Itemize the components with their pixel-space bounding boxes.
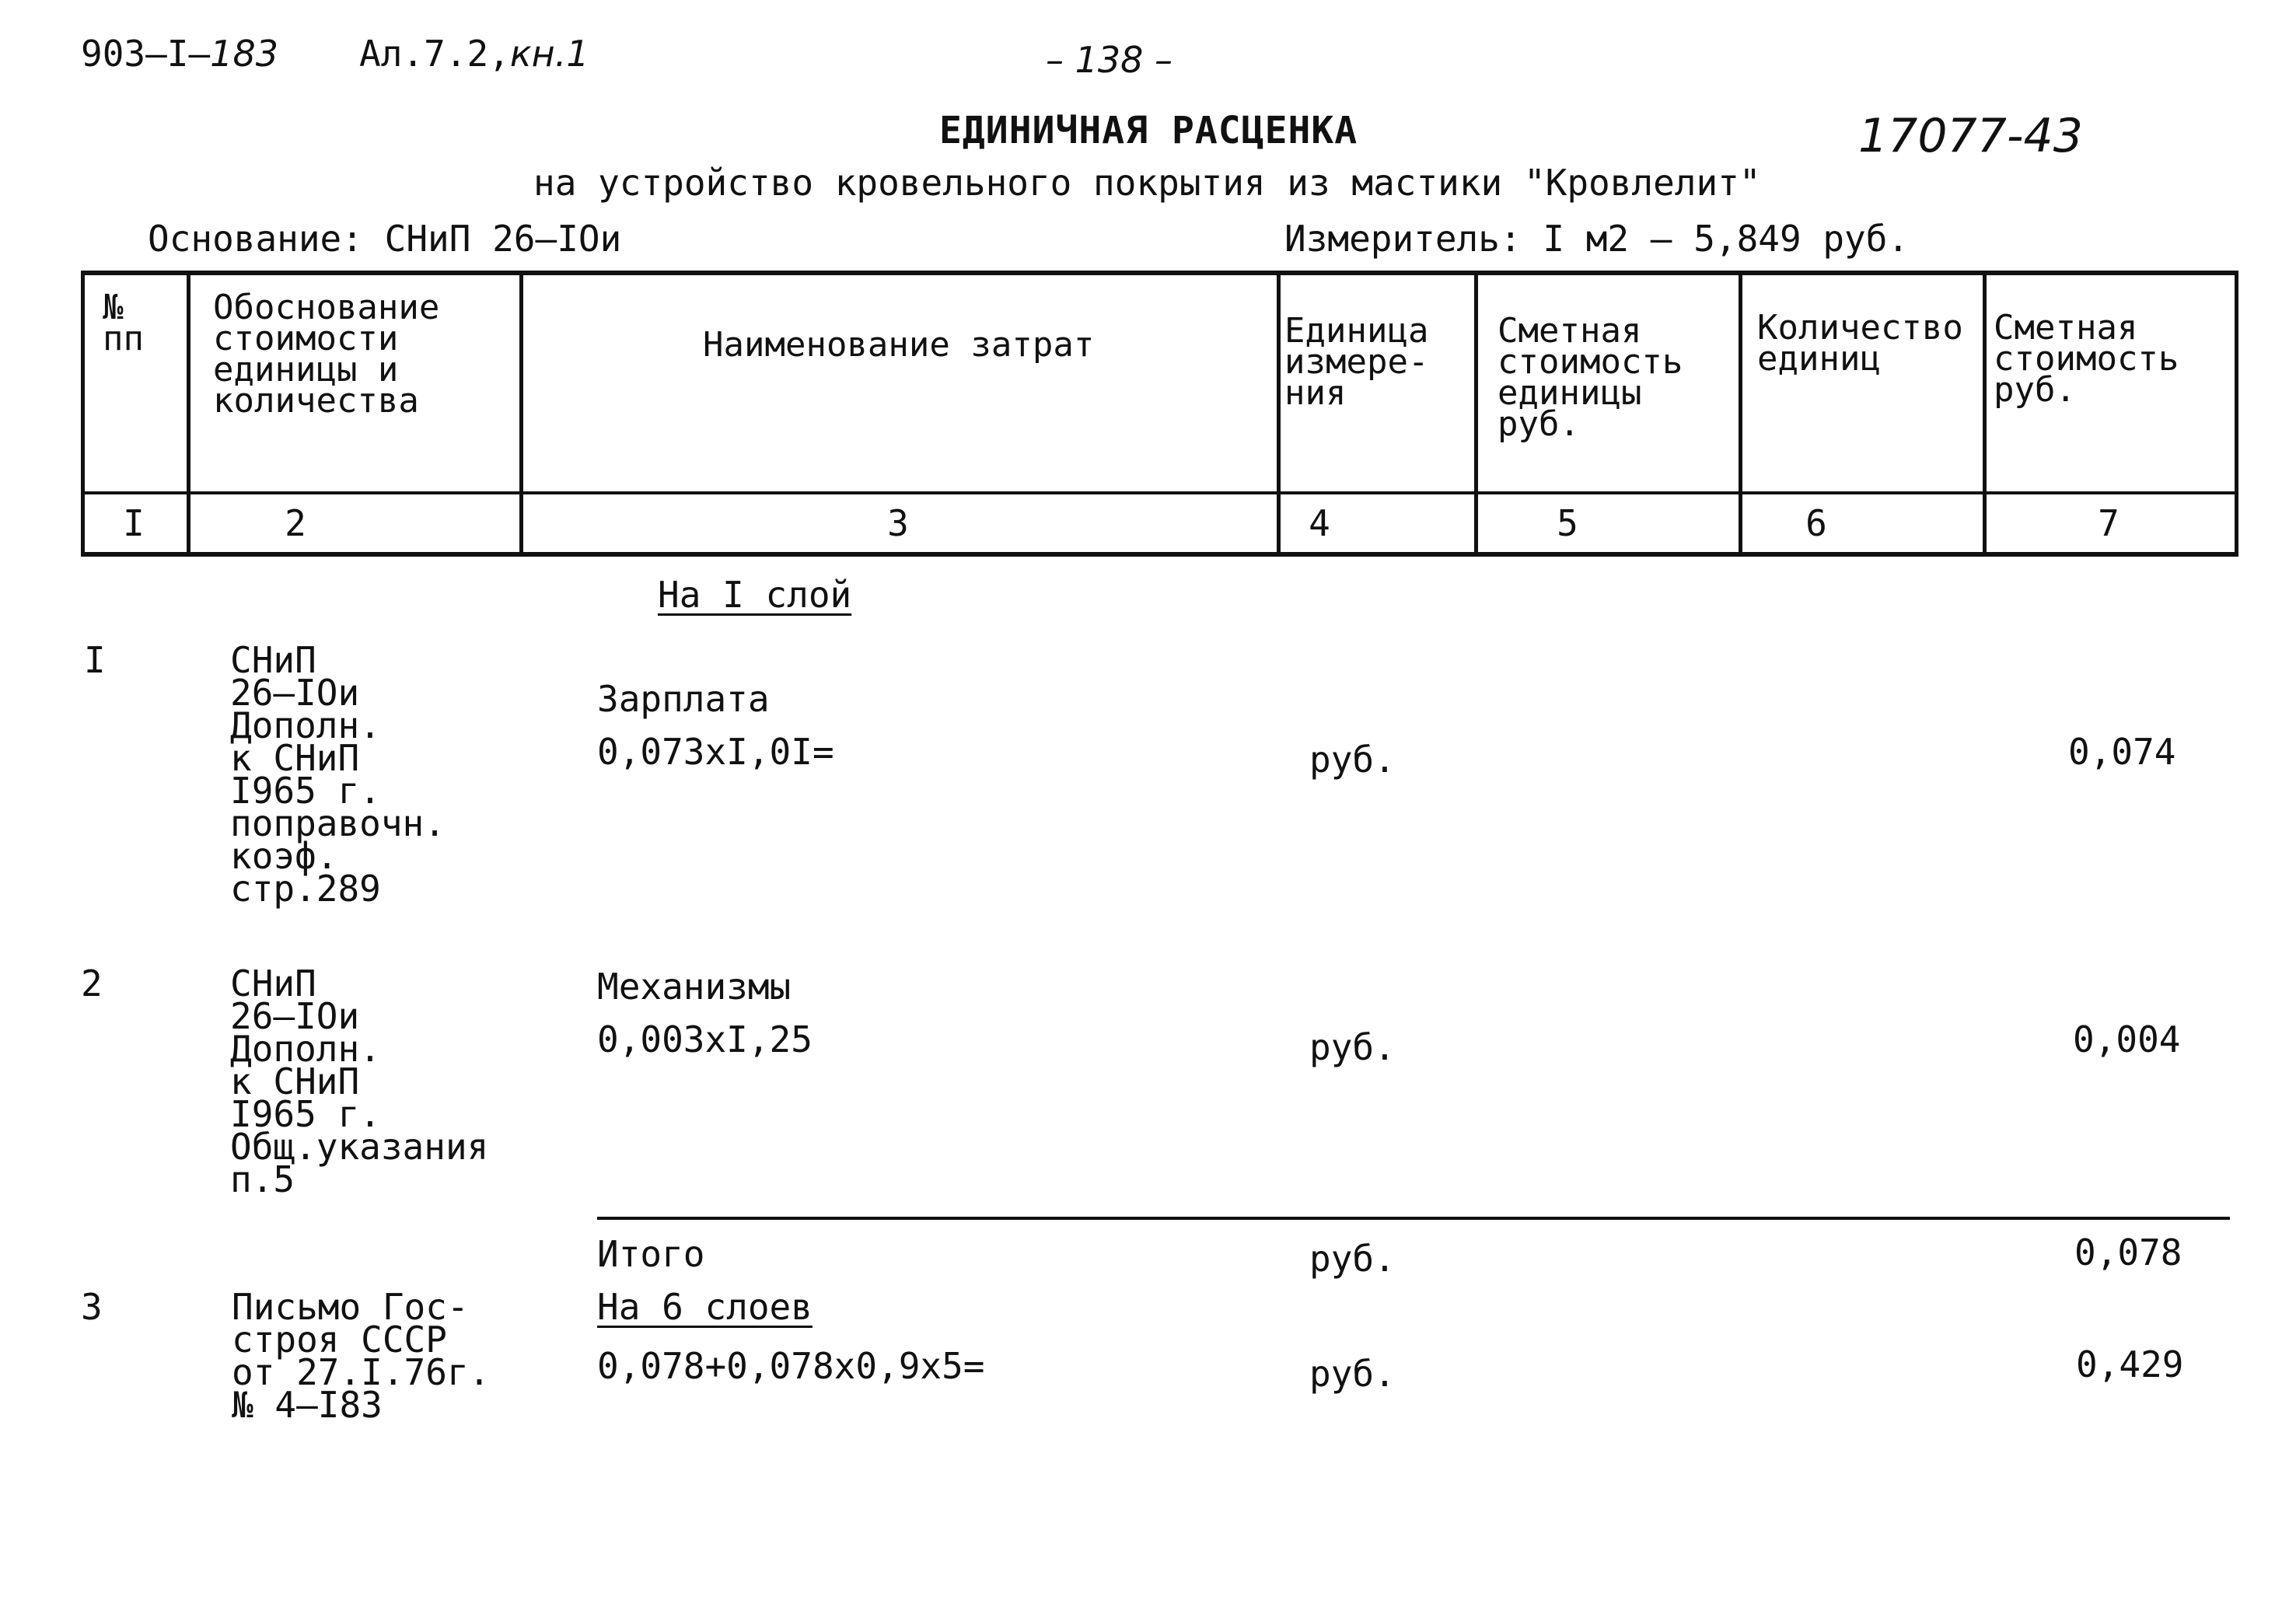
row-2-cost: 0,004 [2073,1018,2181,1060]
row-2-formula: 0,003хI,25 [597,1018,813,1060]
col-number-5: 5 [1557,502,1578,544]
header-cost-name: Наименование затрат [703,325,1095,365]
album-printed: Ал.7.2, [359,33,510,75]
col-number-1: I [123,502,145,544]
row-3-formula: 0,078+0,078х0,9х5= [597,1345,985,1387]
album-reference [359,33,589,75]
col-number-4: 4 [1309,502,1330,544]
header-basis: Обоснование стоимости единицы и количества [213,288,440,421]
document-subtitle: на устройство кровельного покрытия из мастики "Кровлелит" [533,162,1761,204]
row-3-num: 3 [81,1286,103,1328]
row-3-unit: руб. [1309,1353,1396,1395]
row-3-cost: 0,429 [2076,1343,2184,1385]
row-1-name: Зарплата [597,678,770,720]
row-1-num: I [84,639,106,681]
doc-code-printed: 903–I– [81,33,211,75]
row-1-unit: руб. [1309,739,1396,781]
doc-code-handwritten: 183 [210,33,278,75]
header-num: № пп [103,288,144,358]
header-total-cost: Сметная стоимость руб. [1994,308,2179,410]
subtotal-unit: руб. [1309,1238,1396,1280]
header-table [81,271,2238,557]
archive-number: 17077-43 [1858,109,2083,163]
row-1-basis: СНиП 26–IОи Дополн. к СНиП I965 г. поправочн. коэф. стр.289 [230,639,446,910]
row-1-cost: 0,074 [2068,731,2176,773]
row-1-formula: 0,073хI,0I= [597,731,834,773]
row-2-basis: СНиП 26–IОи Дополн. к СНиП I965 г. Общ.указания п.5 [230,962,489,1200]
measure-line: Измеритель: I м2 – 5,849 руб. [1284,218,1910,260]
row-3-basis: Письмо Гос- строя СССР от 27.I.76г. № 4–I83 [232,1286,491,1426]
col-number-6: 6 [1805,502,1827,544]
col-number-2: 2 [285,502,306,544]
row-2-num: 2 [81,962,103,1004]
col-number-3: 3 [887,502,909,544]
header-quantity: Количество единиц [1757,308,1963,379]
album-handwritten: кн.1 [509,33,589,75]
row-3-name: На 6 слоев [597,1286,813,1328]
basis-line: Основание: СНиП 26–IОи [148,218,622,260]
subtotal-label: Итого [597,1233,705,1275]
section-title: На I слой [658,574,852,616]
row-2-unit: руб. [1309,1026,1396,1068]
subtotal-cost: 0,078 [2074,1231,2182,1273]
header-unit: Единица измере- ния [1284,311,1429,413]
col-number-7: 7 [2098,502,2120,544]
page-number: – 138 – [1046,39,1173,81]
document-title: ЕДИНИЧНАЯ РАСЦЕНКА [939,109,1358,152]
subtotal-rule [597,1217,2230,1220]
header-unit-cost: Сметная стоимость единицы руб. [1497,311,1683,444]
row-2-name: Механизмы [597,966,792,1008]
doc-code [81,33,278,75]
